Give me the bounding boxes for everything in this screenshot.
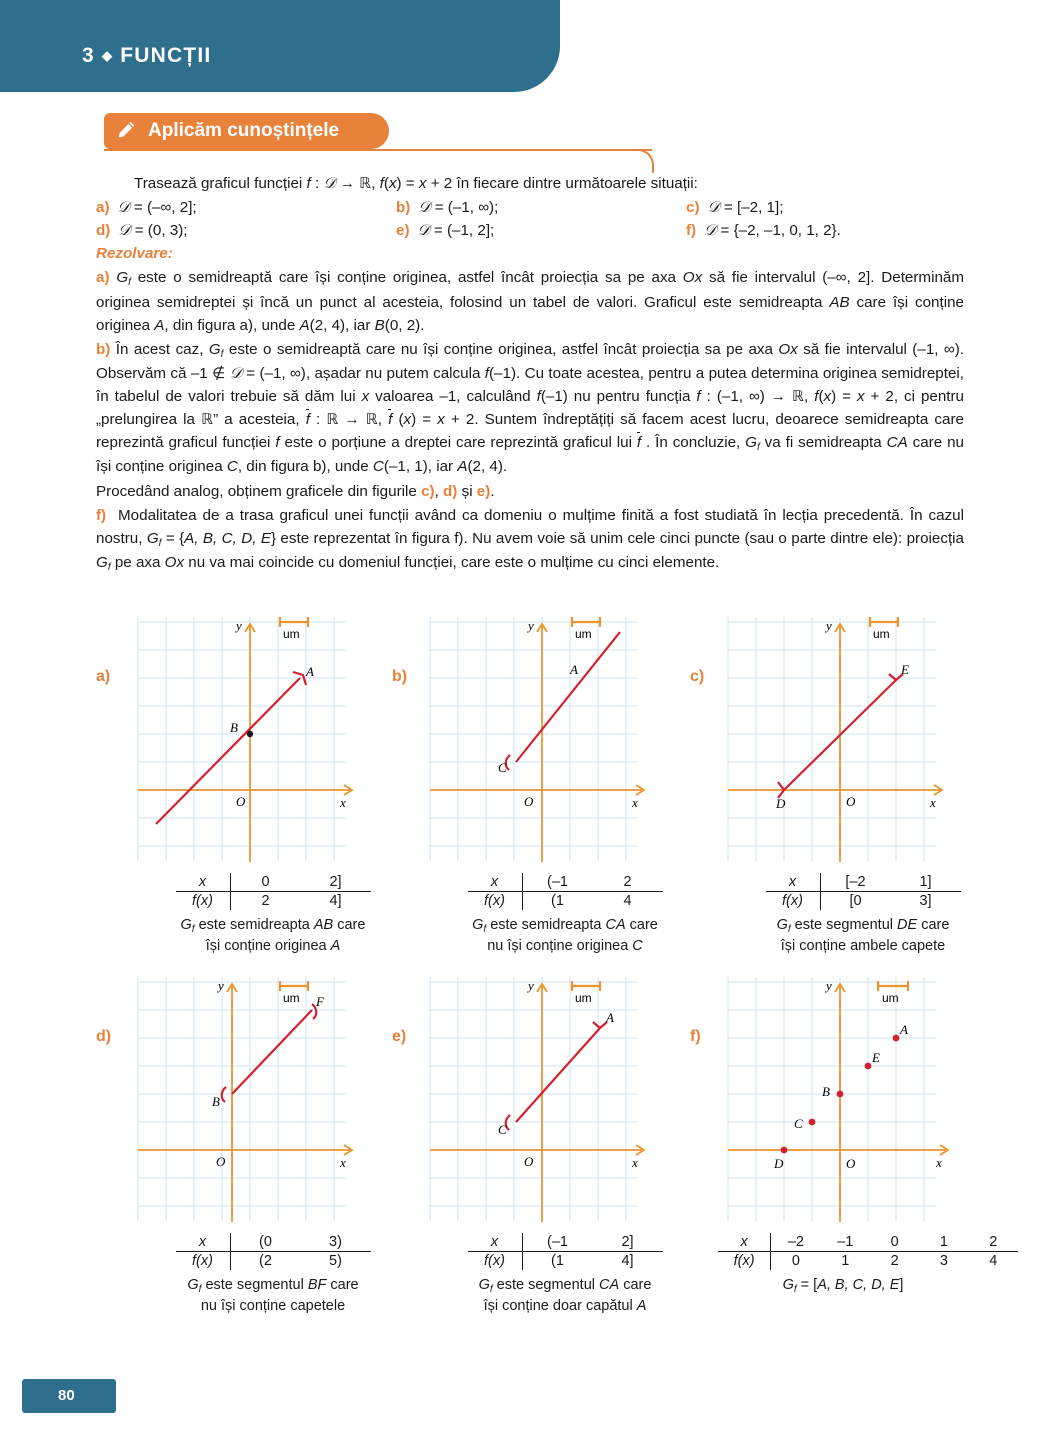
svg-text:um: um (873, 627, 890, 641)
svg-text:A: A (900, 1022, 908, 1037)
figure-d-row2-head: f(x) (176, 1252, 231, 1271)
svg-text:y: y (826, 618, 832, 633)
figure-e-caption-line1: $G_f$ este segmentul CA care (478, 1277, 652, 1295)
figure-f-r1c2: –1 (821, 1233, 870, 1252)
svg-text:O: O (846, 794, 856, 809)
figure-b-r1c2: 2 (593, 873, 663, 892)
figure-f-r2c5: 4 (989, 1253, 998, 1269)
figure-d-caption-line1: $G_f$ este segmentul BF care (187, 1277, 359, 1295)
pencil-icon (112, 116, 142, 146)
figure-b-row1-head: x (468, 873, 523, 892)
figure-d-r1c2: 3) (301, 1233, 371, 1252)
svg-text:E: E (901, 662, 909, 677)
figure-f-r2c2: 1 (841, 1253, 850, 1269)
svg-text:O: O (524, 1154, 534, 1169)
svg-text:x: x (340, 1155, 346, 1170)
section-title: Aplicăm cunoștințele (148, 120, 340, 141)
svg-text:um: um (575, 991, 592, 1005)
figure-e-caption (420, 1276, 710, 1316)
figure-f-table (718, 1233, 1018, 1270)
figure-c-row1-head: x (766, 873, 821, 892)
figure-a-r2c1: 2 (261, 893, 270, 909)
task-item-a: a) 𝒟 = (–∞, 2]; (96, 199, 197, 217)
figure-label-e: e) (392, 1028, 407, 1045)
figure-a-caption-line2: își conține originea A (205, 937, 341, 954)
figure-label-c: c) (690, 668, 705, 685)
figure-f-row2-head: f(x) (718, 1252, 771, 1271)
figure-f-caption-line1: $G_f = [A$, B, C, D, E] (782, 1277, 904, 1295)
figure-e-plot (420, 972, 650, 1227)
figure-c-caption-line2: își conține ambele capete (780, 937, 946, 954)
figure-c-table (766, 873, 961, 910)
figure-a-caption-line1: $G_f$ este semidreapta AB care (180, 917, 366, 935)
svg-text:x: x (936, 1155, 942, 1170)
figure-d-plot (128, 972, 358, 1227)
svg-text:y: y (236, 618, 242, 633)
svg-text:C: C (794, 1116, 803, 1131)
lesson-body (96, 172, 964, 576)
page-title (82, 44, 211, 68)
svg-text:x: x (632, 795, 638, 810)
figure-d-r2c2: 5) (329, 1253, 342, 1269)
figure-a-row1-head: x (176, 873, 231, 892)
figure-d (128, 972, 418, 1316)
task-item-f: f) 𝒟 = {–2, –1, 0, 1, 2}. (686, 222, 841, 240)
figure-c-plot (718, 612, 948, 867)
solution-heading: Rezolvare: (96, 245, 173, 263)
svg-text:um: um (575, 627, 592, 641)
figure-e-r1c2: 2] (593, 1233, 663, 1252)
figure-c-row2-head: f(x) (766, 892, 821, 911)
figure-label-d: d) (96, 1028, 112, 1045)
figure-d-r2c1: (2 (259, 1253, 272, 1269)
chapter-number: 3 (82, 44, 95, 67)
figure-b-row2-head: f(x) (468, 892, 523, 911)
svg-text:A: A (606, 1010, 614, 1025)
figure-f (718, 972, 1018, 1297)
figure-a-plot (128, 612, 358, 867)
figure-d-table (176, 1233, 371, 1270)
figure-f-plot (718, 972, 968, 1227)
svg-text:D: D (776, 796, 786, 811)
task-item-e: e) 𝒟 = (–1, 2]; (396, 222, 495, 240)
figure-f-r1c3: 0 (870, 1233, 919, 1252)
svg-text:O: O (524, 794, 534, 809)
task-item-d: d) 𝒟 = (0, 3); (96, 222, 188, 240)
svg-text:x: x (930, 795, 936, 810)
svg-text:um: um (882, 991, 899, 1005)
figure-b-caption-line2: nu își conține originea C (487, 937, 643, 954)
svg-text:B: B (822, 1084, 830, 1099)
figure-e-r2c1: (1 (551, 1253, 564, 1269)
figure-a (128, 612, 418, 956)
svg-text:y: y (528, 618, 534, 633)
task-item-c: c) 𝒟 = [–2, 1]; (686, 199, 784, 217)
figure-a-r1c2: 2] (301, 873, 371, 892)
figure-b (420, 612, 710, 956)
svg-text:B: B (230, 720, 238, 735)
figure-f-r2c3: 2 (890, 1253, 899, 1269)
section-rule-corner (390, 149, 654, 173)
svg-text:O: O (216, 1154, 226, 1169)
figure-b-r2c2: 4 (623, 893, 632, 909)
figure-label-f: f) (690, 1028, 701, 1045)
task-items-row-1 (96, 196, 964, 219)
figure-c (718, 612, 1008, 956)
task-items-row-2 (96, 219, 964, 242)
figure-e-caption-line2: își conține doar capătul A (483, 1297, 647, 1314)
svg-text:C: C (498, 1122, 507, 1137)
diamond-icon: ◆ (101, 48, 114, 63)
figure-f-r2c1: 0 (791, 1253, 800, 1269)
solution-f: f) Modalitatea de a trasa graficul unei funcții având ca domeniu o mulțime finită a fost studiată în lecția precedentă. În cazul nostru, $G_f = \{A$, B, C, D, E} este reprezentat în figura f). Nu avem voie să unim cele cinci puncte (sau o parte dintre ele): proiecția $G_f$ pe axa Ox nu va mai coincide cu domeniul funcției, care este o mulțime cu cinci elemente. (96, 506, 964, 573)
svg-text:x: x (632, 1155, 638, 1170)
figure-f-r1c4: 1 (919, 1233, 968, 1252)
figure-f-r1c5: 2 (969, 1233, 1018, 1252)
figure-a-table (176, 873, 371, 910)
figures-row-2 (0, 962, 1049, 1322)
figure-b-table (468, 873, 663, 910)
solution-a: a) $G_f$ este o semidreaptă care își conține originea, astfel încât proiecția sa pe axa Ox să fie intervalul (–∞, 2]. Determinăm originea semidreptei și încă un punct al acesteia, folosind un tabel de valori. Graficul este semidreapta AB care își conține originea A, din figura a), unde A(2, 4), iar B(0, 2). (96, 269, 964, 334)
figure-d-row1-head: x (176, 1233, 231, 1252)
svg-text:D: D (774, 1156, 784, 1171)
task-statement: Trasează graficul funcției f : 𝒟 → ℝ, f(x) = x + 2 în fiecare dintre următoarele situații: (134, 175, 698, 192)
svg-text:y: y (218, 978, 224, 993)
figure-e-row2-head: f(x) (468, 1252, 523, 1271)
figure-f-caption (718, 1276, 968, 1297)
figure-e (420, 972, 710, 1316)
solution-b: b) În acest caz, $G_f$ este o semidreaptă care nu își conține originea, astfel încât proiecția sa pe axa Ox să fie intervalul (–1, ∞). Observăm că –1 ∉ 𝒟 = (–1, ∞), așadar nu putem calcula f(–1). Cu toate acestea, pentru a putea determina originea semidreptei, în tabelul de valori trebuie să dăm lui x valoarea –1, calculând f(–1) nu pentru funcția f : (–1, ∞) → ℝ, f(x) = x + 2, ci pentru „prelungirea la ℝ” a acesteia, f : ℝ → ℝ, f (x) = x + 2. Suntem îndreptățiți să facem acest lucru, deoarece semidreapta care reprezintă graficul funcției f este o porțiune a dreptei care reprezintă graficul lui f . În concluzie, $G_f$ va fi semidreapta CA care nu își conține originea C, din figura b), unde C(–1, 1), iar A(2, 4). (96, 340, 965, 476)
chapter-title: FUNCȚII (120, 44, 212, 67)
figure-d-r1c1: (0 (230, 1233, 301, 1252)
figure-f-row1-head: x (718, 1233, 771, 1252)
figure-b-r2c1: (1 (551, 893, 564, 909)
svg-text:O: O (846, 1156, 856, 1171)
svg-text:um: um (283, 627, 300, 641)
figure-d-caption (128, 1276, 418, 1316)
task-item-b: b) 𝒟 = (–1, ∞); (396, 199, 499, 217)
svg-text:A: A (306, 664, 314, 679)
figure-e-row1-head: x (468, 1233, 523, 1252)
svg-text:F: F (316, 994, 324, 1009)
figure-e-r2c2: 4] (621, 1253, 634, 1269)
svg-text:O: O (236, 794, 246, 809)
svg-text:C: C (498, 760, 507, 775)
figure-f-r1c1: –2 (771, 1233, 821, 1252)
figure-b-r1c1: (–1 (522, 873, 593, 892)
figure-c-r1c2: 1] (891, 873, 961, 892)
figure-c-caption (718, 916, 1008, 956)
page-number: 80 (58, 1387, 75, 1404)
svg-text:um: um (283, 991, 300, 1005)
figure-a-r2c2: 4] (329, 893, 342, 909)
svg-text:x: x (340, 795, 346, 810)
figure-e-r1c1: (–1 (522, 1233, 593, 1252)
svg-text:B: B (212, 1094, 220, 1109)
figure-b-plot (420, 612, 650, 867)
figure-c-caption-line1: $G_f$ este segmentul DE care (776, 917, 950, 935)
figures-row-1 (0, 612, 1049, 962)
figure-c-r2c2: 3] (919, 893, 932, 909)
figure-a-row2-head: f(x) (176, 892, 231, 911)
figure-f-r2c4: 3 (939, 1253, 948, 1269)
figure-b-caption (420, 916, 710, 956)
figures-area (0, 612, 1049, 1322)
solution-cde: Procedând analog, obținem graficele din figurile c), d) și e). (96, 482, 495, 500)
figure-c-r2c1: [0 (849, 893, 862, 909)
figure-label-b: b) (392, 668, 408, 685)
figure-a-r1c1: 0 (230, 873, 301, 892)
section-tab (104, 113, 389, 149)
svg-text:y: y (826, 978, 832, 993)
figure-a-caption (128, 916, 418, 956)
figure-c-r1c1: [–2 (820, 873, 891, 892)
figure-b-caption-line1: $G_f$ este semidreapta CA care (472, 917, 658, 935)
figure-e-table (468, 1233, 663, 1270)
svg-text:A: A (570, 662, 578, 677)
figure-d-caption-line2: nu își conține capetele (200, 1297, 346, 1314)
figure-label-a: a) (96, 668, 111, 685)
svg-text:y: y (528, 978, 534, 993)
svg-text:E: E (872, 1050, 880, 1065)
